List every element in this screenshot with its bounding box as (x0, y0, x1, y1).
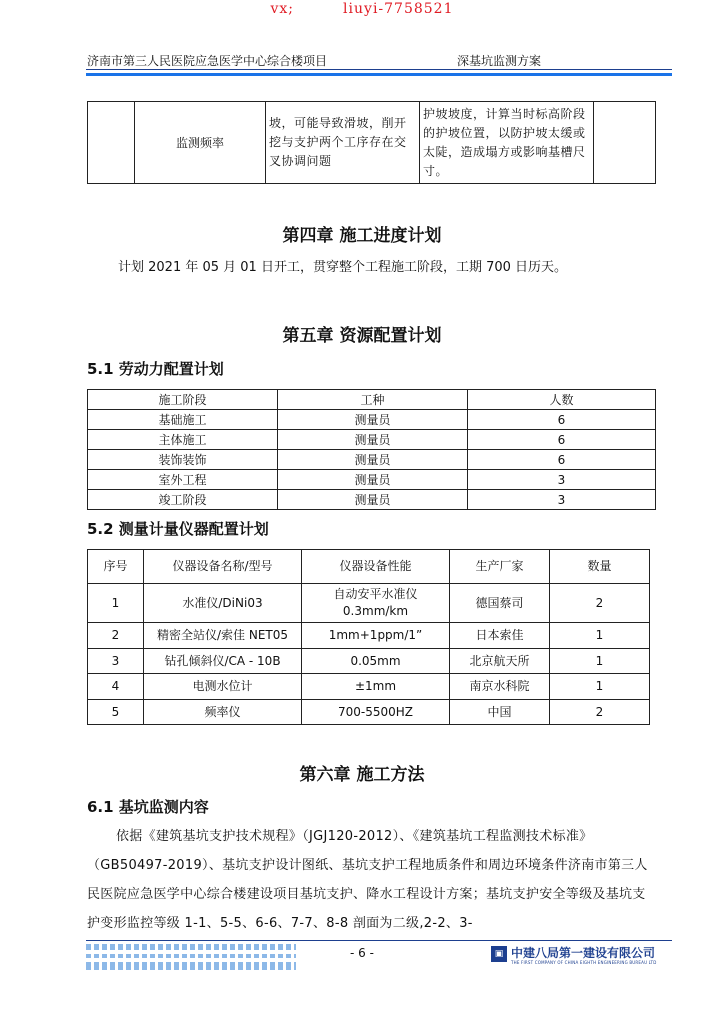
table-cell: 2 (550, 584, 650, 623)
table-cell: 测量员 (278, 410, 468, 430)
table-cell: 1 (550, 623, 650, 649)
table-cell: 南京水科院 (450, 674, 550, 700)
row-label-frequency: 监测频率 (135, 102, 266, 184)
table-cell: 室外工程 (88, 470, 278, 490)
footer-rule (86, 940, 672, 941)
table-cell: 1 (88, 584, 144, 623)
table-header: 生产厂家 (450, 550, 550, 584)
table-cell: 5 (88, 700, 144, 725)
header-doc-title: 深基坑监测方案 (457, 54, 542, 68)
table-header: 序号 (88, 550, 144, 584)
chapter-6-title: 第六章 施工方法 (299, 765, 425, 785)
table-cell: 测量员 (278, 450, 468, 470)
chapter-4-title: 第四章 施工进度计划 (282, 226, 442, 246)
header-rule (86, 69, 672, 70)
table-cell: 自动安平水准仪 0.3mm/km (302, 584, 450, 623)
section-6-1-paragraph: 依据《建筑基坑支护技术规程》（JGJ120-2012）、《建筑基坑工程监测技术标准》（GB50497-2019）、基坑支护设计图纸、基坑支护工程地质条件和周边环境条件济南市第三人民医院应急医学中心综合楼建设项目基坑支护、降水工程设计方案；基坑支护安全等级及基坑支护变形监控等级 1-1、5-5、6-6、7-7、8-8 剖面为二级,2-2、3- (87, 829, 648, 931)
table-cell: 1mm+1ppm/1” (302, 623, 450, 649)
table-cell: 3 (468, 490, 656, 510)
table-row (88, 490, 656, 510)
table-cell: 6 (468, 450, 656, 470)
table-cell: 日本索佳 (450, 623, 550, 649)
table-cell (594, 102, 656, 184)
table-row (88, 649, 650, 674)
table-row (88, 410, 656, 430)
section-6-1-title: 6.1 基坑监测内容 (87, 798, 209, 816)
table-row (88, 700, 650, 725)
table-row (88, 584, 650, 623)
table-row (88, 470, 656, 490)
table-cell: 北京航天所 (450, 649, 550, 674)
labor-table (87, 389, 656, 510)
table-row (88, 674, 650, 700)
table-cell: 装饰装饰 (88, 450, 278, 470)
table-cell: 1 (550, 649, 650, 674)
table-cell: 坡，可能导致滑坡，削开挖与支护两个工序存在交叉协调问题 (266, 102, 420, 184)
table-header: 数量 (550, 550, 650, 584)
table-cell: 基础施工 (88, 410, 278, 430)
table-cell: 3 (88, 649, 144, 674)
table-cell: 3 (468, 470, 656, 490)
table-header-row (88, 550, 650, 584)
table-cell: 2 (550, 700, 650, 725)
table-cell: 700-5500HZ (302, 700, 450, 725)
table-header-row (88, 390, 656, 410)
section-5-1-title: 5.1 劳动力配置计划 (87, 360, 224, 378)
watermark-text: vx; liuyi-7758521 (270, 1, 454, 17)
table-cell: 电测水位计 (144, 674, 302, 700)
table-cell: 频率仪 (144, 700, 302, 725)
table-row (88, 623, 650, 649)
table-cell: 水准仪/DiNi03 (144, 584, 302, 623)
table-cell: 精密全站仪/索佳 NET05 (144, 623, 302, 649)
monitoring-table-continued (87, 101, 656, 184)
table-cell: 德国蔡司 (450, 584, 550, 623)
company-name: 中建八局第一建设有限公司 (511, 946, 656, 960)
table-cell: 护坡坡度，计算当时标高阶段的护坡位置，以防护坡太缓或太陡，造成塌方或影响基槽尺寸。 (420, 102, 594, 184)
company-name-en: THE FIRST COMPANY OF CHINA EIGHTH ENGINEERING BUREAU LTD (511, 960, 657, 965)
table-header: 仪器设备性能 (302, 550, 450, 584)
table-cell: 0.05mm (302, 649, 450, 674)
table-cell: ±1mm (302, 674, 450, 700)
table-cell: 钻孔倾斜仪/CA - 10B (144, 649, 302, 674)
table-row (88, 430, 656, 450)
table-cell: 1 (550, 674, 650, 700)
table-cell: 测量员 (278, 470, 468, 490)
section-5-2-title: 5.2 测量计量仪器配置计划 (87, 520, 269, 538)
table-header: 施工阶段 (88, 390, 278, 410)
page-number: - 6 - (350, 946, 374, 960)
company-logo-icon: ▣ (491, 946, 507, 962)
table-cell: 测量员 (278, 430, 468, 450)
header-project: 济南市第三人民医院应急医学中心综合楼项目 (87, 54, 328, 68)
instrument-table (87, 549, 650, 725)
table-cell: 2 (88, 623, 144, 649)
chapter-5-title: 第五章 资源配置计划 (282, 326, 442, 346)
table-cell: 主体施工 (88, 430, 278, 450)
table-cell: 6 (468, 430, 656, 450)
table-header: 工种 (278, 390, 468, 410)
table-header: 仪器设备名称/型号 (144, 550, 302, 584)
header-rule-accent (86, 73, 672, 76)
table-cell: 测量员 (278, 490, 468, 510)
table-row (88, 450, 656, 470)
table-cell: 竣工阶段 (88, 490, 278, 510)
table-header: 人数 (468, 390, 656, 410)
chapter-4-text: 计划 2021 年 05 月 01 日开工，贯穿整个工程施工阶段，工期 700 日历天。 (118, 260, 568, 275)
table-cell: 6 (468, 410, 656, 430)
table-cell: 中国 (450, 700, 550, 725)
table-cell (88, 102, 135, 184)
table-cell: 4 (88, 674, 144, 700)
